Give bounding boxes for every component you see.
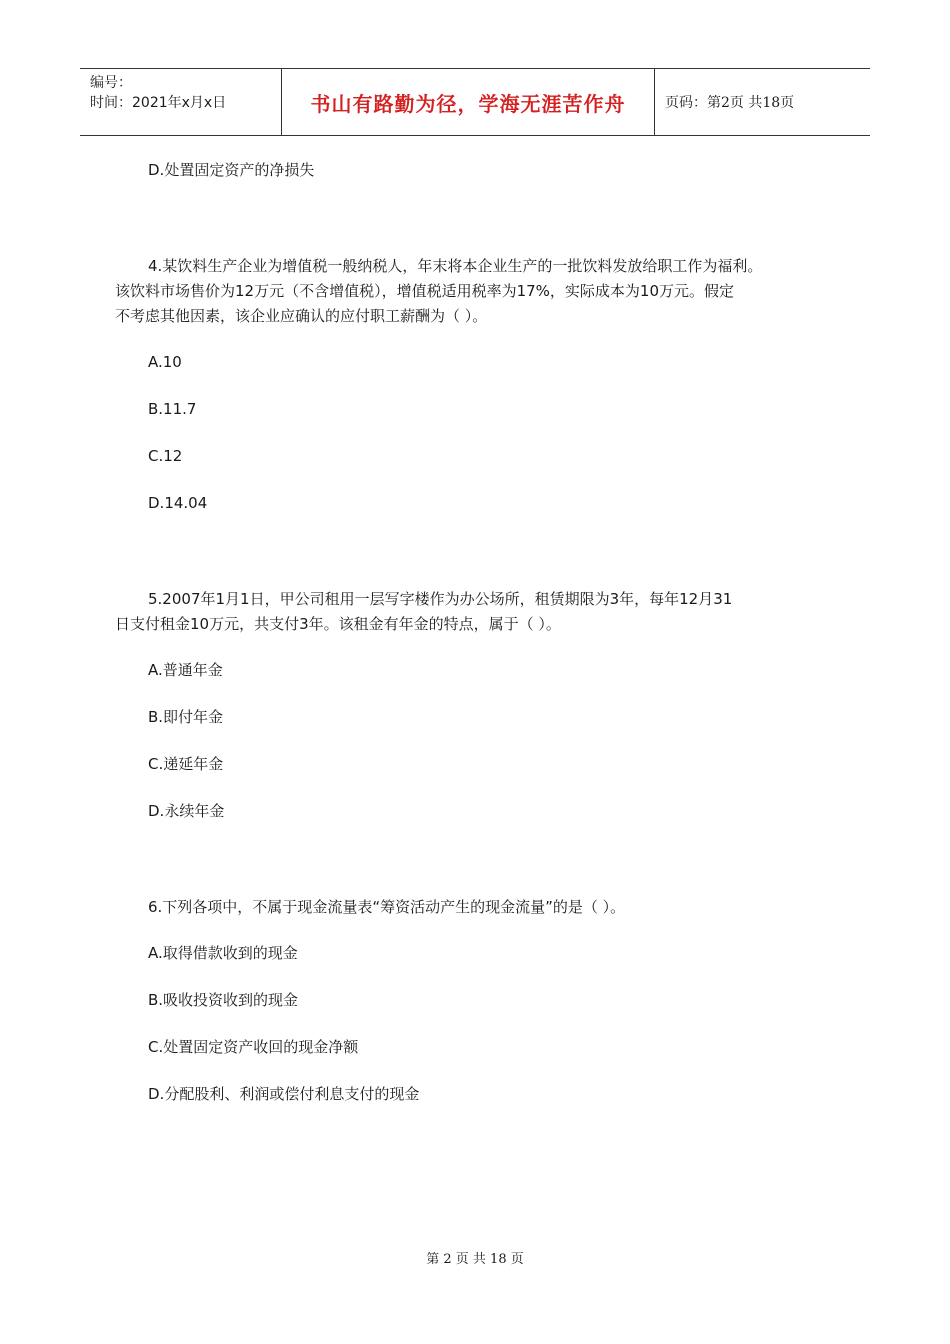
q4-stem-line1: 4.某饮料生产企业为增值税一般纳税人，年末将本企业生产的一批饮料发放给职工作为福利。 — [148, 257, 763, 275]
q3-option-d: D.处置固定资产的净损失 — [148, 161, 315, 179]
time-label: 时间：2021年x月x日 — [90, 95, 227, 111]
q4-option-b: B.11.7 — [148, 400, 197, 418]
page-footer: 第 2 页 共 18 页 — [426, 1252, 524, 1267]
q5-option-a: A.普通年金 — [148, 661, 223, 679]
header-page-info: 页码：第2页 共18页 — [665, 95, 795, 111]
q6-stem: 6.下列各项中，不属于现金流量表“筹资活动产生的现金流量”的是（ ）。 — [148, 898, 626, 916]
q6-option-b: B.吸收投资收到的现金 — [148, 991, 299, 1009]
q4-option-d: D.14.04 — [148, 494, 208, 512]
q5-option-b: B.即付年金 — [148, 708, 224, 726]
header-meta — [80, 69, 282, 135]
header-motto: 书山有路勤为径，学海无涯苦作舟 — [282, 69, 655, 135]
q4-stem-line2: 该饮料市场售价为12万元（不含增值税），增值税适用税率为17%，实际成本为10万元。假定 — [115, 282, 735, 300]
code-label: 编号： — [90, 75, 132, 91]
q4-stem-line3: 不考虑其他因素，该企业应确认的应付职工薪酬为（ ）。 — [115, 307, 488, 325]
q5-option-d: D.永续年金 — [148, 802, 225, 820]
q6-option-c: C.处置固定资产收回的现金净额 — [148, 1038, 359, 1056]
q6-option-d: D.分配股利、利润或偿付利息支付的现金 — [148, 1085, 420, 1103]
q5-stem-line2: 日支付租金10万元，共支付3年。该租金有年金的特点，属于（ ）。 — [115, 615, 561, 633]
q5-stem-line1: 5.2007年1月1日，甲公司租用一层写字楼作为办公场所，租赁期限为3年，每年12月31 — [148, 590, 733, 608]
q5-option-c: C.递延年金 — [148, 755, 224, 773]
q4-option-c: C.12 — [148, 447, 183, 465]
q6-option-a: A.取得借款收到的现金 — [148, 944, 298, 962]
page-header — [80, 68, 870, 136]
q4-option-a: A.10 — [148, 353, 182, 371]
